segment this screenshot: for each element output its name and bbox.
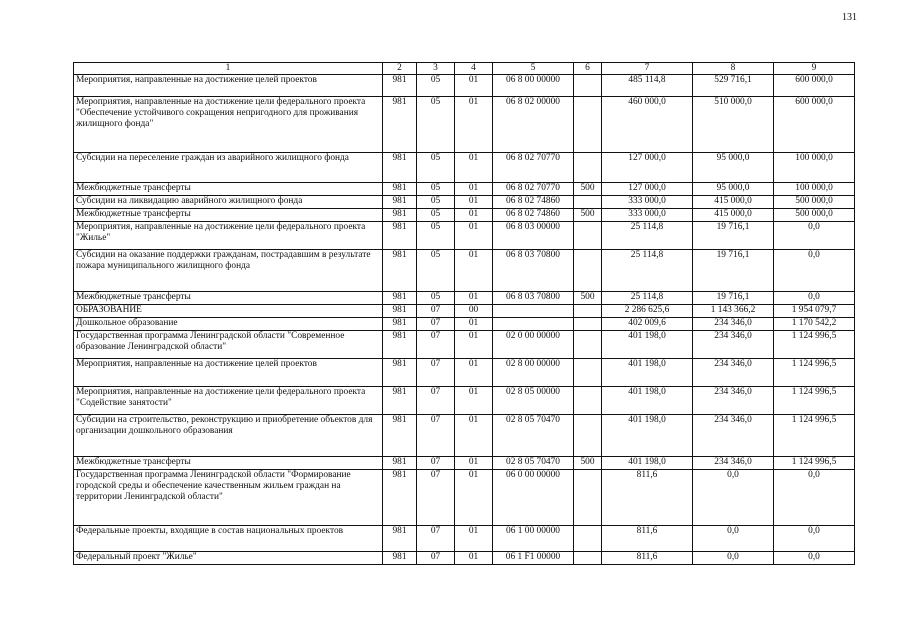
- page-number: 131: [842, 12, 857, 23]
- table-row: [74, 183, 855, 196]
- amount-col7-cell: 127 000,0: [602, 183, 693, 196]
- section-cell: 05: [417, 75, 455, 97]
- row-name-cell: Мероприятия, направленные на достижение целей проектов: [74, 359, 383, 387]
- target-article-cell: 02 0 00 00000: [493, 331, 574, 359]
- amount-col7-cell: 811,6: [602, 526, 693, 552]
- amount-col8-cell: 234 346,0: [693, 415, 774, 457]
- amount-col9-cell: 1 124 996,5: [774, 331, 855, 359]
- amount-col8-cell: 19 716,1: [693, 222, 774, 250]
- expense-type-cell: [574, 222, 602, 250]
- admin-code-cell: 981: [383, 209, 417, 222]
- amount-col8-cell: 234 346,0: [693, 359, 774, 387]
- expense-type-cell: [574, 196, 602, 209]
- subsection-cell: 01: [455, 222, 493, 250]
- amount-col8-cell: 234 346,0: [693, 318, 774, 331]
- subsection-cell: 01: [455, 526, 493, 552]
- amount-col7-cell: 401 198,0: [602, 331, 693, 359]
- subsection-cell: 01: [455, 470, 493, 526]
- table-row: [74, 75, 855, 97]
- amount-col9-cell: 0,0: [774, 250, 855, 292]
- amount-col7-cell: 401 198,0: [602, 359, 693, 387]
- table-row: [74, 552, 855, 565]
- admin-code-cell: 981: [383, 387, 417, 415]
- table-row: [74, 387, 855, 415]
- column-header: 4: [455, 63, 493, 75]
- admin-code-cell: 981: [383, 153, 417, 183]
- column-header: 1: [74, 63, 383, 75]
- header-row: [74, 63, 855, 75]
- row-name-cell: Государственная программа Ленинградской области "Современное образование Ленинградской области": [74, 331, 383, 359]
- target-article-cell: 06 8 00 00000: [493, 75, 574, 97]
- row-name-cell: Межбюджетные трансферты: [74, 209, 383, 222]
- target-article-cell: [493, 305, 574, 318]
- amount-col8-cell: 19 716,1: [693, 250, 774, 292]
- table-row: [74, 153, 855, 183]
- section-cell: 05: [417, 97, 455, 153]
- row-name-cell: Межбюджетные трансферты: [74, 292, 383, 305]
- subsection-cell: 01: [455, 457, 493, 470]
- column-header: 6: [574, 63, 602, 75]
- row-name-cell: Межбюджетные трансферты: [74, 183, 383, 196]
- admin-code-cell: 981: [383, 250, 417, 292]
- amount-col7-cell: 811,6: [602, 552, 693, 565]
- expense-type-cell: [574, 250, 602, 292]
- subsection-cell: 01: [455, 415, 493, 457]
- amount-col9-cell: 1 124 996,5: [774, 415, 855, 457]
- section-cell: 07: [417, 552, 455, 565]
- subsection-cell: 01: [455, 75, 493, 97]
- admin-code-cell: 981: [383, 318, 417, 331]
- amount-col9-cell: 0,0: [774, 470, 855, 526]
- section-cell: 05: [417, 292, 455, 305]
- row-name-cell: Федеральный проект "Жилье": [74, 552, 383, 565]
- amount-col7-cell: 333 000,0: [602, 196, 693, 209]
- row-name-cell: Мероприятия, направленные на достижение цели федерального проекта "Обеспечение устойчивого сокращения непригодного для проживания жилищного фонда": [74, 97, 383, 153]
- amount-col8-cell: 1 143 366,2: [693, 305, 774, 318]
- target-article-cell: 02 8 00 00000: [493, 359, 574, 387]
- amount-col7-cell: 25 114,8: [602, 292, 693, 305]
- amount-col9-cell: 100 000,0: [774, 183, 855, 196]
- subsection-cell: 00: [455, 305, 493, 318]
- amount-col9-cell: 0,0: [774, 552, 855, 565]
- table-row: [74, 415, 855, 457]
- expense-type-cell: [574, 552, 602, 565]
- admin-code-cell: 981: [383, 552, 417, 565]
- subsection-cell: 01: [455, 209, 493, 222]
- row-name-cell: Субсидии на оказание поддержки гражданам, пострадавшим в результате пожара муниципального жилищного фонда: [74, 250, 383, 292]
- amount-col8-cell: 510 000,0: [693, 97, 774, 153]
- table-row: [74, 209, 855, 222]
- subsection-cell: 01: [455, 318, 493, 331]
- admin-code-cell: 981: [383, 222, 417, 250]
- admin-code-cell: 981: [383, 359, 417, 387]
- target-article-cell: 06 8 02 00000: [493, 97, 574, 153]
- section-cell: 05: [417, 222, 455, 250]
- amount-col7-cell: 333 000,0: [602, 209, 693, 222]
- target-article-cell: 06 8 02 74860: [493, 196, 574, 209]
- expense-type-cell: [574, 318, 602, 331]
- subsection-cell: 01: [455, 97, 493, 153]
- subsection-cell: 01: [455, 292, 493, 305]
- admin-code-cell: 981: [383, 457, 417, 470]
- expense-type-cell: 500: [574, 183, 602, 196]
- table-row: [74, 331, 855, 359]
- expense-type-cell: [574, 387, 602, 415]
- table-body: [74, 75, 855, 565]
- admin-code-cell: 981: [383, 415, 417, 457]
- target-article-cell: 06 8 02 74860: [493, 209, 574, 222]
- amount-col9-cell: 1 170 542,2: [774, 318, 855, 331]
- table-row: [74, 318, 855, 331]
- amount-col9-cell: 600 000,0: [774, 75, 855, 97]
- target-article-cell: 06 8 03 00000: [493, 222, 574, 250]
- row-name-cell: Субсидии на переселение граждан из аварийного жилищного фонда: [74, 153, 383, 183]
- section-cell: 07: [417, 387, 455, 415]
- amount-col7-cell: 811,6: [602, 470, 693, 526]
- amount-col8-cell: 529 716,1: [693, 75, 774, 97]
- row-name-cell: Мероприятия, направленные на достижение целей проектов: [74, 75, 383, 97]
- table-row: [74, 526, 855, 552]
- admin-code-cell: 981: [383, 305, 417, 318]
- amount-col9-cell: 600 000,0: [774, 97, 855, 153]
- amount-col9-cell: 0,0: [774, 292, 855, 305]
- admin-code-cell: 981: [383, 97, 417, 153]
- amount-col8-cell: 234 346,0: [693, 457, 774, 470]
- expense-type-cell: 500: [574, 457, 602, 470]
- amount-col9-cell: 1 124 996,5: [774, 457, 855, 470]
- amount-col7-cell: 25 114,8: [602, 250, 693, 292]
- amount-col9-cell: 500 000,0: [774, 209, 855, 222]
- admin-code-cell: 981: [383, 183, 417, 196]
- expense-type-cell: [574, 75, 602, 97]
- subsection-cell: 01: [455, 331, 493, 359]
- amount-col7-cell: 402 009,6: [602, 318, 693, 331]
- amount-col7-cell: 485 114,8: [602, 75, 693, 97]
- section-cell: 07: [417, 470, 455, 526]
- column-header: 7: [602, 63, 693, 75]
- amount-col7-cell: 401 198,0: [602, 387, 693, 415]
- target-article-cell: 02 8 05 70470: [493, 415, 574, 457]
- expense-type-cell: [574, 331, 602, 359]
- expense-type-cell: [574, 153, 602, 183]
- table-row: [74, 222, 855, 250]
- section-cell: 05: [417, 209, 455, 222]
- row-name-cell: Федеральные проекты, входящие в состав национальных проектов: [74, 526, 383, 552]
- expense-type-cell: [574, 359, 602, 387]
- expense-type-cell: [574, 305, 602, 318]
- row-name-cell: Межбюджетные трансферты: [74, 457, 383, 470]
- expense-type-cell: [574, 97, 602, 153]
- expense-type-cell: 500: [574, 292, 602, 305]
- section-cell: 05: [417, 153, 455, 183]
- expense-type-cell: [574, 470, 602, 526]
- column-header: 2: [383, 63, 417, 75]
- table-row: [74, 305, 855, 318]
- budget-table: [73, 62, 855, 565]
- column-header: 8: [693, 63, 774, 75]
- amount-col8-cell: 234 346,0: [693, 387, 774, 415]
- target-article-cell: 06 8 03 70800: [493, 292, 574, 305]
- row-name-cell: Субсидии на строительство, реконструкцию и приобретение объектов для организации дошкольного образования: [74, 415, 383, 457]
- column-header: 5: [493, 63, 574, 75]
- subsection-cell: 01: [455, 196, 493, 209]
- section-cell: 05: [417, 183, 455, 196]
- table-row: [74, 196, 855, 209]
- target-article-cell: 02 8 05 00000: [493, 387, 574, 415]
- target-article-cell: 06 1 F1 00000: [493, 552, 574, 565]
- table-row: [74, 292, 855, 305]
- table-row: [74, 250, 855, 292]
- target-article-cell: 06 8 03 70800: [493, 250, 574, 292]
- amount-col8-cell: 415 000,0: [693, 196, 774, 209]
- admin-code-cell: 981: [383, 292, 417, 305]
- amount-col7-cell: 401 198,0: [602, 415, 693, 457]
- amount-col8-cell: 95 000,0: [693, 183, 774, 196]
- amount-col7-cell: 25 114,8: [602, 222, 693, 250]
- subsection-cell: 01: [455, 552, 493, 565]
- section-cell: 05: [417, 250, 455, 292]
- table-row: [74, 359, 855, 387]
- amount-col7-cell: 401 198,0: [602, 457, 693, 470]
- amount-col8-cell: 415 000,0: [693, 209, 774, 222]
- amount-col9-cell: 0,0: [774, 526, 855, 552]
- amount-col9-cell: 1 124 996,5: [774, 359, 855, 387]
- table-row: [74, 97, 855, 153]
- expense-type-cell: [574, 415, 602, 457]
- amount-col9-cell: 500 000,0: [774, 196, 855, 209]
- column-header: 3: [417, 63, 455, 75]
- admin-code-cell: 981: [383, 526, 417, 552]
- section-cell: 05: [417, 196, 455, 209]
- subsection-cell: 01: [455, 387, 493, 415]
- section-cell: 07: [417, 457, 455, 470]
- section-cell: 07: [417, 305, 455, 318]
- row-name-cell: ОБРАЗОВАНИЕ: [74, 305, 383, 318]
- row-name-cell: Государственная программа Ленинградской области "Формирование городской среды и обеспечение качественным жильем граждан на территории Ленинградской области": [74, 470, 383, 526]
- expense-type-cell: 500: [574, 209, 602, 222]
- amount-col7-cell: 127 000,0: [602, 153, 693, 183]
- target-article-cell: 02 8 05 70470: [493, 457, 574, 470]
- section-cell: 07: [417, 318, 455, 331]
- amount-col8-cell: 0,0: [693, 526, 774, 552]
- amount-col8-cell: 0,0: [693, 552, 774, 565]
- column-header: 9: [774, 63, 855, 75]
- amount-col9-cell: 1 954 079,7: [774, 305, 855, 318]
- amount-col8-cell: 0,0: [693, 470, 774, 526]
- subsection-cell: 01: [455, 153, 493, 183]
- subsection-cell: 01: [455, 359, 493, 387]
- admin-code-cell: 981: [383, 196, 417, 209]
- amount-col8-cell: 19 716,1: [693, 292, 774, 305]
- section-cell: 07: [417, 415, 455, 457]
- amount-col8-cell: 234 346,0: [693, 331, 774, 359]
- target-article-cell: 06 1 00 00000: [493, 526, 574, 552]
- row-name-cell: Мероприятия, направленные на достижение цели федерального проекта "Жилье": [74, 222, 383, 250]
- row-name-cell: Субсидии на ликвидацию аварийного жилищного фонда: [74, 196, 383, 209]
- expense-type-cell: [574, 526, 602, 552]
- section-cell: 07: [417, 526, 455, 552]
- amount-col8-cell: 95 000,0: [693, 153, 774, 183]
- admin-code-cell: 981: [383, 75, 417, 97]
- admin-code-cell: 981: [383, 470, 417, 526]
- amount-col7-cell: 2 286 625,6: [602, 305, 693, 318]
- section-cell: 07: [417, 359, 455, 387]
- amount-col9-cell: 0,0: [774, 222, 855, 250]
- row-name-cell: Дошкольное образование: [74, 318, 383, 331]
- subsection-cell: 01: [455, 250, 493, 292]
- amount-col9-cell: 100 000,0: [774, 153, 855, 183]
- subsection-cell: 01: [455, 183, 493, 196]
- target-article-cell: 06 8 02 70770: [493, 183, 574, 196]
- row-name-cell: Мероприятия, направленные на достижение цели федерального проекта "Содействие занятости": [74, 387, 383, 415]
- table-row: [74, 457, 855, 470]
- target-article-cell: [493, 318, 574, 331]
- table-row: [74, 470, 855, 526]
- target-article-cell: 06 0 00 00000: [493, 470, 574, 526]
- section-cell: 07: [417, 331, 455, 359]
- amount-col9-cell: 1 124 996,5: [774, 387, 855, 415]
- amount-col7-cell: 460 000,0: [602, 97, 693, 153]
- admin-code-cell: 981: [383, 331, 417, 359]
- target-article-cell: 06 8 02 70770: [493, 153, 574, 183]
